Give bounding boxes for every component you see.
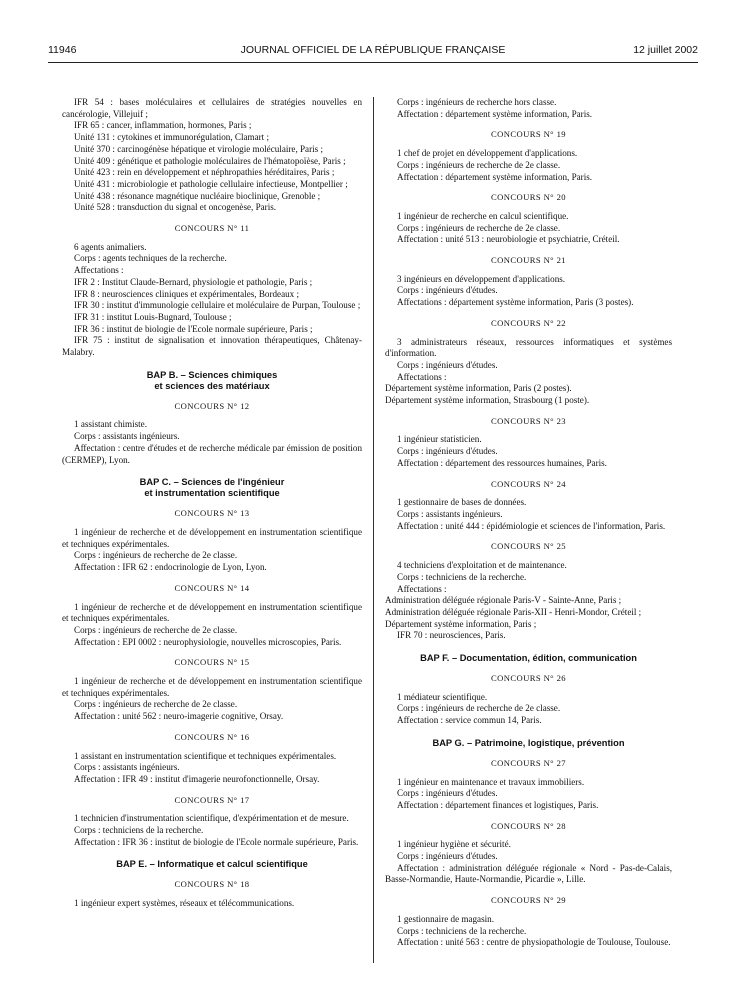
paragraph: IFR 8 : neurosciences cliniques et expérimentales, Bordeaux ;: [74, 288, 300, 299]
paragraph: Corps : ingénieurs de recherche hors classe.: [397, 97, 557, 107]
section-heading-line: BAP C. – Sciences de l'ingénieur: [139, 477, 285, 488]
concours-29: [385, 895, 672, 949]
concours-heading: CONCOURS N° 28: [491, 820, 566, 831]
paragraph: Corps : ingénieurs d'études.: [397, 851, 498, 862]
paragraph: 1 ingénieur de recherche et de développement en instrumentation scientifique et techniques expérimentales.: [62, 526, 362, 549]
paragraph: 3 ingénieurs en développement d'applications.: [397, 273, 566, 284]
concours-19: [385, 129, 672, 183]
concours-28: [385, 821, 672, 887]
paragraph: Corps : techniciens de la recherche.: [397, 571, 527, 582]
concours-14: [62, 583, 362, 649]
paragraph: Administration déléguée régionale Paris-XII - Henri-Mondor, Créteil ;: [385, 606, 642, 617]
concours-heading: CONCOURS N° 18: [174, 879, 250, 890]
paragraph: 6 agents animaliers.: [74, 241, 147, 252]
paragraph: Corps : ingénieurs d'études.: [397, 788, 498, 799]
paragraph: 1 ingénieur de recherche et de développement en instrumentation scientifique et techniques expérimentales.: [62, 676, 362, 698]
paragraph: Affectations :: [397, 583, 447, 594]
concours-heading: CONCOURS N° 16: [174, 731, 250, 742]
concours-25: [385, 541, 672, 642]
concours-heading: CONCOURS N° 12: [174, 400, 250, 411]
concours-23: [385, 416, 672, 470]
concours-heading: CONCOURS N° 23: [491, 415, 566, 426]
concours-24: [385, 479, 672, 533]
paragraph: Affectation : IFR 49 : institut d'imagerie neurofonctionnelle, Orsay.: [74, 773, 320, 784]
concours-heading: CONCOURS N° 11: [174, 223, 250, 234]
paragraph: Corps : ingénieurs de recherche de 2e classe.: [397, 222, 561, 233]
paragraph: Affectation : unité 513 : neurobiologie et psychiatrie, Créteil.: [397, 234, 620, 245]
concours-heading: CONCOURS N° 20: [491, 192, 566, 203]
concours-20: [385, 192, 672, 246]
concours-heading: CONCOURS N° 29: [491, 895, 566, 906]
paragraph: Affectation : unité 444 : épidémiologie et sciences de l'information, Paris.: [397, 520, 666, 531]
paragraph: Unité 423 : rein en développement et néphropathies héréditaires, Paris ;: [74, 167, 335, 178]
concours-heading: CONCOURS N° 26: [491, 673, 566, 684]
continued-assignments: [62, 97, 362, 214]
paragraph: IFR 2 : Institut Claude-Bernard, physiologie et pathologie, Paris ;: [74, 276, 313, 287]
concours-heading: CONCOURS N° 14: [174, 582, 250, 593]
paragraph: IFR 30 : institut d'immunologie cellulaire et moléculaire de Purpan, Toulouse ;: [74, 300, 361, 311]
paragraph: 1 technicien d'instrumentation scientifique, d'expérimentation et de mesure.: [74, 813, 349, 824]
paragraph: Corps : ingénieurs d'études.: [397, 359, 498, 370]
paragraph: IFR 31 : institut Louis-Bugnard, Toulouse ;: [74, 311, 232, 322]
paragraph: Administration déléguée régionale Paris-V - Sainte-Anne, Paris ;: [385, 595, 622, 606]
section-heading-line: et sciences des matériaux: [154, 380, 270, 391]
paragraph: Affectations :: [74, 265, 124, 276]
paragraph: 1 gestionnaire de magasin.: [397, 913, 494, 924]
paragraph: Affectation : unité 563 : centre de physiopathologie de Toulouse, Toulouse.: [397, 937, 671, 948]
concours-18: [62, 879, 362, 909]
paragraph: 1 médiateur scientifique.: [397, 691, 488, 702]
paragraph: Affectation : unité 562 : neuro-imagerie cognitive, Orsay.: [74, 711, 284, 722]
concours-22: [385, 318, 672, 407]
paragraph: IFR 36 : institut de biologie de l'Ecole normale supérieure, Paris ;: [74, 323, 313, 334]
paragraph: 1 assistant chimiste.: [74, 419, 147, 430]
paragraph: Affectation : EPI 0002 : neurophysiologie, nouvelles microscopies, Paris.: [74, 636, 342, 647]
paragraph: Affectation : service commun 14, Paris.: [397, 715, 542, 726]
paragraph: Corps : techniciens de la recherche.: [397, 925, 527, 936]
concours-heading: CONCOURS N° 24: [491, 478, 566, 489]
concours-heading: CONCOURS N° 22: [491, 317, 566, 328]
section-heading-bap-c: [62, 477, 362, 499]
paragraph: Corps : ingénieurs de recherche de 2e classe.: [397, 159, 561, 170]
paragraph: IFR 65 : cancer, inflammation, hormones, Paris ;: [74, 120, 252, 131]
paragraph: 1 ingénieur de recherche et de développement en instrumentation scientifique et techniques expérimentales.: [62, 601, 362, 624]
journal-title: JOURNAL OFFICIEL DE LA RÉPUBLIQUE FRANÇAISE: [240, 44, 506, 56]
paragraph: Corps : ingénieurs d'études.: [397, 285, 498, 296]
paragraph: Affectation : département système information, Paris.: [397, 171, 593, 182]
concours-heading: CONCOURS N° 25: [491, 541, 566, 552]
page-header: [48, 44, 698, 60]
concours-17: [62, 795, 362, 849]
concours-11: [62, 223, 362, 359]
publication-date: 12 juillet 2002: [633, 44, 698, 56]
concours-heading: CONCOURS N° 13: [174, 508, 250, 519]
paragraph: Affectation : IFR 62 : endocrinologie de Lyon, Lyon.: [74, 562, 267, 573]
paragraph: IFR 70 : neurosciences, Paris.: [397, 630, 506, 641]
paragraph: Unité 528 : transduction du signal et oncogenèse, Paris.: [74, 202, 277, 213]
concours-heading: CONCOURS N° 17: [174, 794, 250, 805]
section-heading-bap-e: [62, 859, 362, 870]
paragraph: 1 assistant en instrumentation scientifique et techniques expérimentales.: [74, 750, 337, 761]
paragraph: Corps : ingénieurs d'études.: [397, 446, 498, 457]
concours-16: [62, 732, 362, 786]
paragraph: Corps : assistants ingénieurs.: [397, 508, 503, 519]
paragraph: 1 ingénieur en maintenance et travaux immobiliers.: [397, 776, 585, 787]
paragraph: Affectation : département système information, Paris.: [397, 108, 593, 119]
section-heading-bap-b: [62, 370, 362, 392]
paragraph: 1 ingénieur statisticien.: [397, 434, 482, 445]
section-heading-line: BAP E. – Informatique et calcul scientifique: [116, 859, 308, 870]
paragraph: 1 ingénieur de recherche en calcul scientifique.: [397, 210, 569, 221]
concours-21: [385, 255, 672, 309]
concours-heading: CONCOURS N° 21: [491, 255, 566, 266]
concours-27: [385, 758, 672, 812]
section-heading-bap-g: [385, 738, 672, 749]
paragraph: Unité 131 : cytokines et immunorégulation, Clamart ;: [74, 132, 269, 143]
paragraph: Corps : ingénieurs de recherche de 2e classe.: [74, 624, 238, 635]
section-heading-line: BAP G. – Patrimoine, logistique, prévention: [432, 737, 625, 748]
concours-heading: CONCOURS N° 27: [491, 757, 566, 768]
paragraph: 3 administrateurs réseaux, ressources informatiques et systèmes d'information.: [385, 336, 672, 359]
column-divider: [373, 97, 374, 963]
paragraph: Affectations :: [397, 371, 447, 382]
paragraph: Corps : ingénieurs de recherche de 2e classe.: [74, 699, 238, 710]
concours-12: [62, 401, 362, 467]
paragraph: 1 chef de projet en développement d'applications.: [397, 148, 578, 159]
paragraph: Corps : techniciens de la recherche.: [74, 825, 204, 836]
paragraph: Affectations : département système information, Paris (3 postes).: [397, 297, 634, 308]
section-heading-line: et instrumentation scientifique: [144, 488, 280, 499]
paragraph: Corps : assistants ingénieurs.: [74, 431, 180, 442]
concours-15: [62, 657, 362, 723]
paragraph: IFR 75 : institut de signalisation et innovation thérapeutiques, Châtenay-Malabry.: [62, 335, 362, 358]
concours-heading: CONCOURS N° 19: [491, 129, 566, 140]
paragraph: Unité 370 : carcinogénèse hépatique et virologie moléculaire, Paris ;: [74, 143, 323, 154]
paragraph: 4 techniciens d'exploitation et de maintenance.: [397, 560, 567, 571]
paragraph: Affectation : département des ressources humaines, Paris.: [397, 457, 607, 468]
paragraph: Corps : agents techniques de la recherche.: [74, 253, 227, 264]
paragraph: Département système information, Strasbourg (1 poste).: [385, 395, 590, 406]
paragraph: Corps : ingénieurs de recherche de 2e classe.: [397, 703, 561, 714]
paragraph: Affectation : département finances et logistiques, Paris.: [397, 799, 599, 810]
paragraph: Affectation : IFR 36 : institut de biologie de l'Ecole normale supérieure, Paris.: [74, 836, 359, 847]
paragraph: Unité 431 : microbiologie et pathologie cellulaire infectieuse, Montpellier ;: [74, 178, 348, 189]
paragraph: Corps : ingénieurs de recherche de 2e classe.: [74, 550, 238, 561]
paragraph: Affectation : centre d'études et de recherche médicale par émission de position (CERMEP), Lyon.: [62, 442, 362, 465]
paragraph: Corps : assistants ingénieurs.: [74, 762, 180, 773]
paragraph: Département système information, Paris ;: [385, 618, 537, 629]
paragraph: Unité 409 : génétique et pathologie moléculaires de l'hématopoïèse, Paris ;: [74, 155, 346, 166]
concours-26: [385, 673, 672, 727]
paragraph: IFR 54 : bases moléculaires et cellulaires de stratégies nouvelles en cancérologie, Villejuif ;: [62, 97, 362, 119]
concours-13: [62, 508, 362, 574]
section-heading-bap-f: [385, 653, 672, 664]
concours-heading: CONCOURS N° 15: [174, 657, 250, 668]
paragraph: Affectation : administration déléguée régionale « Nord - Pas-de-Calais, Basse-Normandie, Haute-Normandie, Picardie », Lille.: [385, 862, 672, 885]
left-column: [62, 97, 362, 910]
paragraph: 1 ingénieur expert systèmes, réseaux et télécommunications.: [74, 898, 295, 909]
paragraph: 1 gestionnaire de bases de données.: [397, 497, 527, 508]
right-column: [385, 97, 672, 949]
header-rule: [48, 62, 698, 63]
section-heading-line: BAP F. – Documentation, édition, communication: [420, 653, 637, 664]
section-heading-line: BAP B. – Sciences chimiques: [146, 369, 278, 380]
paragraph: Département système information, Paris (2 postes).: [385, 383, 572, 394]
page-number: 11946: [48, 44, 77, 56]
paragraph: 1 ingénieur hygiène et sécurité.: [397, 839, 511, 850]
continued-concours-18: [385, 97, 672, 120]
paragraph: Unité 438 : résonance magnétique nucléaire bioclinique, Grenoble ;: [74, 190, 321, 201]
